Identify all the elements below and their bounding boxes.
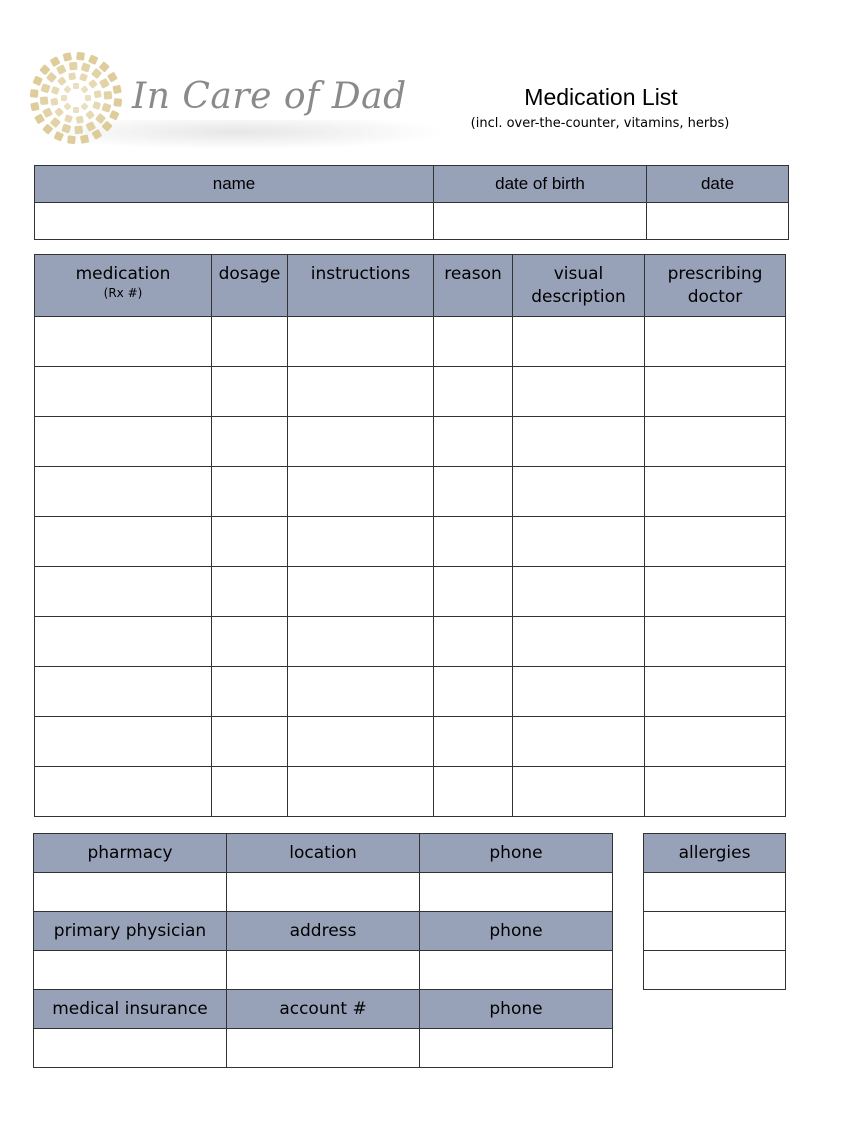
visual-description-field[interactable] [513, 367, 645, 417]
prescribing-doctor-field[interactable] [645, 567, 786, 617]
logo-tile [76, 116, 84, 124]
logo-tile [46, 72, 57, 83]
physician-phone-header: phone [420, 912, 613, 951]
medication-header [35, 255, 212, 317]
logo-tile [30, 102, 39, 111]
instructions-field[interactable] [288, 517, 434, 567]
visual-description-field[interactable] [513, 667, 645, 717]
dosage-field[interactable] [212, 417, 288, 467]
medication-field[interactable] [35, 667, 212, 717]
logo-tile [81, 62, 91, 72]
prescribing-doctor-field[interactable] [645, 467, 786, 517]
visual-description-header [513, 255, 645, 317]
logo-tile [63, 52, 72, 61]
prescribing-doctor-field[interactable] [645, 517, 786, 567]
insurance-field[interactable] [34, 1029, 227, 1068]
medication-field[interactable] [35, 317, 212, 367]
dob-field[interactable] [434, 203, 647, 240]
logo-tile [69, 62, 78, 71]
pharmacy-phone-header: phone [420, 834, 613, 873]
medication-field[interactable] [35, 467, 212, 517]
medication-field[interactable] [35, 717, 212, 767]
allergy-field[interactable] [644, 912, 786, 951]
prescribing-doctor-header [645, 255, 786, 317]
logo-tile [113, 98, 122, 107]
medication-row [35, 467, 786, 517]
allergy-field[interactable] [644, 951, 786, 990]
logo-tile [42, 107, 53, 118]
sunburst-logo-icon [28, 50, 128, 150]
medication-table [34, 254, 786, 817]
logo-tile [73, 83, 79, 89]
physician-phone-field[interactable] [420, 951, 613, 990]
name-field[interactable] [35, 203, 434, 240]
medication-field[interactable] [35, 617, 212, 667]
dosage-field[interactable] [212, 467, 288, 517]
logo-tile [80, 134, 89, 143]
allergy-row [644, 951, 786, 990]
visual-description-field[interactable] [513, 567, 645, 617]
logo-tile [85, 121, 96, 132]
page-title: Medication List [524, 84, 678, 110]
logo-tile [92, 101, 101, 110]
reason-field[interactable] [434, 617, 513, 667]
dosage-field[interactable] [212, 317, 288, 367]
name-header: name [35, 166, 434, 203]
medication-row [35, 617, 786, 667]
prescribing-doctor-field[interactable] [645, 667, 786, 717]
medication-field[interactable] [35, 567, 212, 617]
reason-field[interactable] [434, 717, 513, 767]
instructions-field[interactable] [288, 767, 434, 817]
dosage-header: dosage [212, 255, 288, 317]
medication-row [35, 417, 786, 467]
medication-row [35, 767, 786, 817]
logo-tile [40, 83, 50, 93]
instructions-field[interactable] [288, 617, 434, 667]
logo-tile [67, 135, 76, 144]
logo-tile [50, 56, 61, 67]
instructions-field[interactable] [288, 717, 434, 767]
logo-tile [42, 123, 53, 134]
date-field[interactable] [647, 203, 789, 240]
logo-tile [50, 117, 61, 128]
logo-tile [30, 89, 39, 98]
logo-tile [63, 85, 71, 93]
allergy-field[interactable] [644, 873, 786, 912]
medication-header-label: medication [75, 264, 171, 284]
rx-number-note: (Rx #) [103, 286, 143, 300]
patient-info-table [34, 165, 789, 240]
medication-field[interactable] [35, 417, 212, 467]
logo-tile [50, 98, 58, 106]
prescribing-doctor-field[interactable] [645, 767, 786, 817]
visual-description-field[interactable] [513, 617, 645, 667]
address-field[interactable] [227, 951, 420, 990]
visual-description-field[interactable] [513, 767, 645, 817]
doctor-label: doctor [687, 287, 743, 307]
reason-field[interactable] [434, 417, 513, 467]
reason-field[interactable] [434, 767, 513, 817]
allergy-row [644, 873, 786, 912]
logo-tile [57, 76, 67, 86]
allergies-header: allergies [644, 834, 786, 873]
medication-row [35, 367, 786, 417]
logo-tile [94, 90, 102, 98]
prescribing-doctor-field[interactable] [645, 417, 786, 467]
logo-tile [99, 61, 110, 72]
logo-tile [91, 68, 102, 79]
logo-tile [112, 85, 121, 94]
logo-tile [54, 131, 65, 142]
visual-description-field[interactable] [513, 417, 645, 467]
brand-name: In Care of Dad [132, 76, 407, 117]
logo-tile [101, 103, 111, 113]
account-header: account # [227, 990, 420, 1029]
allergy-row [644, 912, 786, 951]
logo-tile [64, 114, 73, 123]
logo-tile [32, 76, 43, 87]
pharmacy-phone-field[interactable] [420, 873, 613, 912]
account-field[interactable] [227, 1029, 420, 1068]
dosage-field[interactable] [212, 517, 288, 567]
logo-tile [101, 121, 112, 132]
contacts-table [33, 833, 613, 1068]
logo-tile [85, 110, 95, 120]
logo-tile [109, 110, 120, 121]
dosage-field[interactable] [212, 617, 288, 667]
allergies-table [643, 833, 786, 990]
pharmacy-field[interactable] [34, 873, 227, 912]
dob-header: date of birth [434, 166, 647, 203]
dosage-field[interactable] [212, 567, 288, 617]
logo-tile [76, 52, 85, 61]
logo-tile [79, 73, 88, 82]
logo-tile [54, 107, 64, 117]
prescribing-doctor-field[interactable] [645, 367, 786, 417]
prescribing-label: prescribing [667, 264, 763, 284]
logo-tile [34, 113, 45, 124]
logo-tile [99, 78, 110, 89]
description-label: description [531, 287, 626, 307]
instructions-field[interactable] [288, 467, 434, 517]
logo-tile [73, 107, 79, 113]
logo-tile [88, 79, 98, 89]
logo-tile [51, 86, 60, 95]
reason-field[interactable] [434, 517, 513, 567]
reason-field[interactable] [434, 467, 513, 517]
medication-field[interactable] [35, 517, 212, 567]
logo-tile [85, 95, 91, 101]
dosage-field[interactable] [212, 767, 288, 817]
medication-row [35, 317, 786, 367]
logo-tile [88, 54, 99, 65]
instructions-field[interactable] [288, 317, 434, 367]
logo-tile [63, 102, 71, 110]
visual-description-field[interactable] [513, 717, 645, 767]
logo-tile [107, 72, 118, 83]
logo-tile [61, 123, 71, 133]
logo-tile [80, 85, 88, 93]
prescribing-doctor-field[interactable] [645, 717, 786, 767]
insurance-phone-field[interactable] [420, 1029, 613, 1068]
medication-row [35, 667, 786, 717]
logo-tile [56, 64, 67, 75]
medication-row [35, 567, 786, 617]
prescribing-doctor-field[interactable] [645, 317, 786, 367]
medication-row [35, 517, 786, 567]
logo-tile [61, 95, 67, 101]
reason-field[interactable] [434, 317, 513, 367]
instructions-field[interactable] [288, 667, 434, 717]
location-header: location [227, 834, 420, 873]
dosage-field[interactable] [212, 367, 288, 417]
insurance-header: medical insurance [34, 990, 227, 1029]
prescribing-doctor-field[interactable] [645, 617, 786, 667]
logo-tile [39, 64, 50, 75]
insurance-phone-header: phone [420, 990, 613, 1029]
reason-header: reason [434, 255, 513, 317]
physician-header: primary physician [34, 912, 227, 951]
logo-tile [40, 96, 49, 105]
instructions-field[interactable] [288, 567, 434, 617]
address-header: address [227, 912, 420, 951]
medication-field[interactable] [35, 767, 212, 817]
dosage-field[interactable] [212, 717, 288, 767]
logo-tile [91, 129, 102, 140]
instructions-header: instructions [288, 255, 434, 317]
visual-description-field[interactable] [513, 467, 645, 517]
logo-tile [80, 102, 88, 110]
visual-description-field[interactable] [513, 517, 645, 567]
medication-row [35, 717, 786, 767]
pharmacy-header: pharmacy [34, 834, 227, 873]
logo-tile [74, 126, 83, 135]
visual-description-field[interactable] [513, 317, 645, 367]
logo [28, 50, 448, 150]
date-header: date [647, 166, 789, 203]
visual-label: visual [553, 264, 604, 284]
reason-field[interactable] [434, 667, 513, 717]
reason-field[interactable] [434, 567, 513, 617]
medication-field[interactable] [35, 367, 212, 417]
instructions-field[interactable] [288, 417, 434, 467]
page-subtitle: (incl. over-the-counter, vitamins, herbs) [470, 116, 730, 131]
dosage-field[interactable] [212, 667, 288, 717]
logo-tile [104, 91, 113, 100]
location-field[interactable] [227, 873, 420, 912]
logo-tile [68, 72, 76, 80]
instructions-field[interactable] [288, 367, 434, 417]
logo-tile [95, 113, 106, 124]
physician-field[interactable] [34, 951, 227, 990]
reason-field[interactable] [434, 367, 513, 417]
